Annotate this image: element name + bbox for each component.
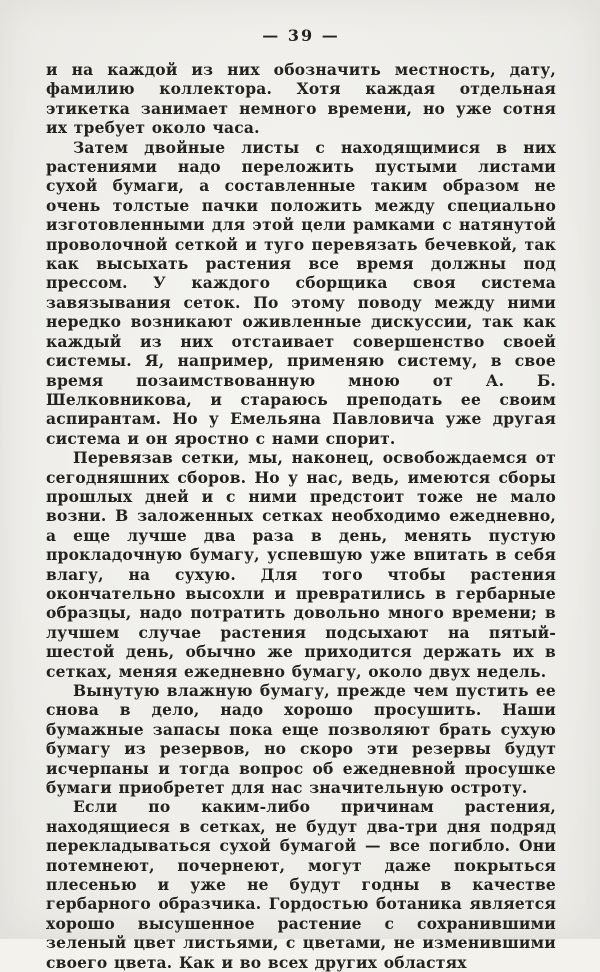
paragraph-continuation: и на каждой из них обозначить местность, дату, фамилию коллектора. Хотя каждая отдельная этикетка занимает немного времени, но уже сотня их требует около часа. xyxy=(46,60,556,138)
page-number: — 39 — xyxy=(262,26,340,45)
paragraph: Если по каким-либо причинам растения, находящиеся в сетках, не будут два-три дня подряд перекладываться сухой бумагой — все погибло. Они потемнеют, почернеют, могут даже покрыться плесенью и уже не будут годны в качестве гербарного образчика. Гордостью ботаника является хорошо высушенное растение с сохранившими зеленый цвет листьями, с цветами, не изменившими своего цвета. Как и во всех других областях xyxy=(46,797,556,972)
text-block xyxy=(46,60,556,972)
paragraph: Затем двойные листы с находящимися в них растениями надо переложить пустыми листами сухой бумаги, а составленные таким образом не очень толстые пачки положить между специально изготовленными для этой цели рамками с натянутой проволочной сеткой и туго перевязать бечевкой, так как высыхать растения все время должны под прессом. У каждого сборщика своя система завязывания сеток. По этому поводу между ними нередко возникают оживленные дискуссии, так как каждый из них отстаивает совершенство своей системы. Я, например, применяю систему, в свое время позаимствованную мною от А. Б. Шелковникова, и стараюсь преподать ее своим аспирантам. Но у Емельяна Павловича уже другая система и он яростно с нами спорит. xyxy=(46,137,556,448)
paragraph: Вынутую влажную бумагу, прежде чем пустить ее снова в дело, надо хорошо просушить. Наши бумажные запасы пока еще позволяют брать сухую бумагу из резервов, но скоро эти резервы будут исчерпаны и тогда вопрос об ежедневной просушке бумаги приобретет для нас значительную остроту. xyxy=(46,681,556,798)
paragraph: Перевязав сетки, мы, наконец, освобождаемся от сегодняшних сборов. Но у нас, ведь, имеются сборы прошлых дней и с ними предстоит тоже не мало возни. В заложенных сетках необходимо ежедневно, а еще лучше два раза в день, менять пустую прокладочную бумагу, успевшую уже впитать в себя влагу, на сухую. Для того чтобы растения окончательно высохли и превратились в гербарные образцы, надо потратить довольно много времени; в лучшем случае растения подсыхают на пятый-шестой день, обычно же приходится держать их в сетках, меняя ежедневно бумагу, около двух недель. xyxy=(46,448,556,681)
